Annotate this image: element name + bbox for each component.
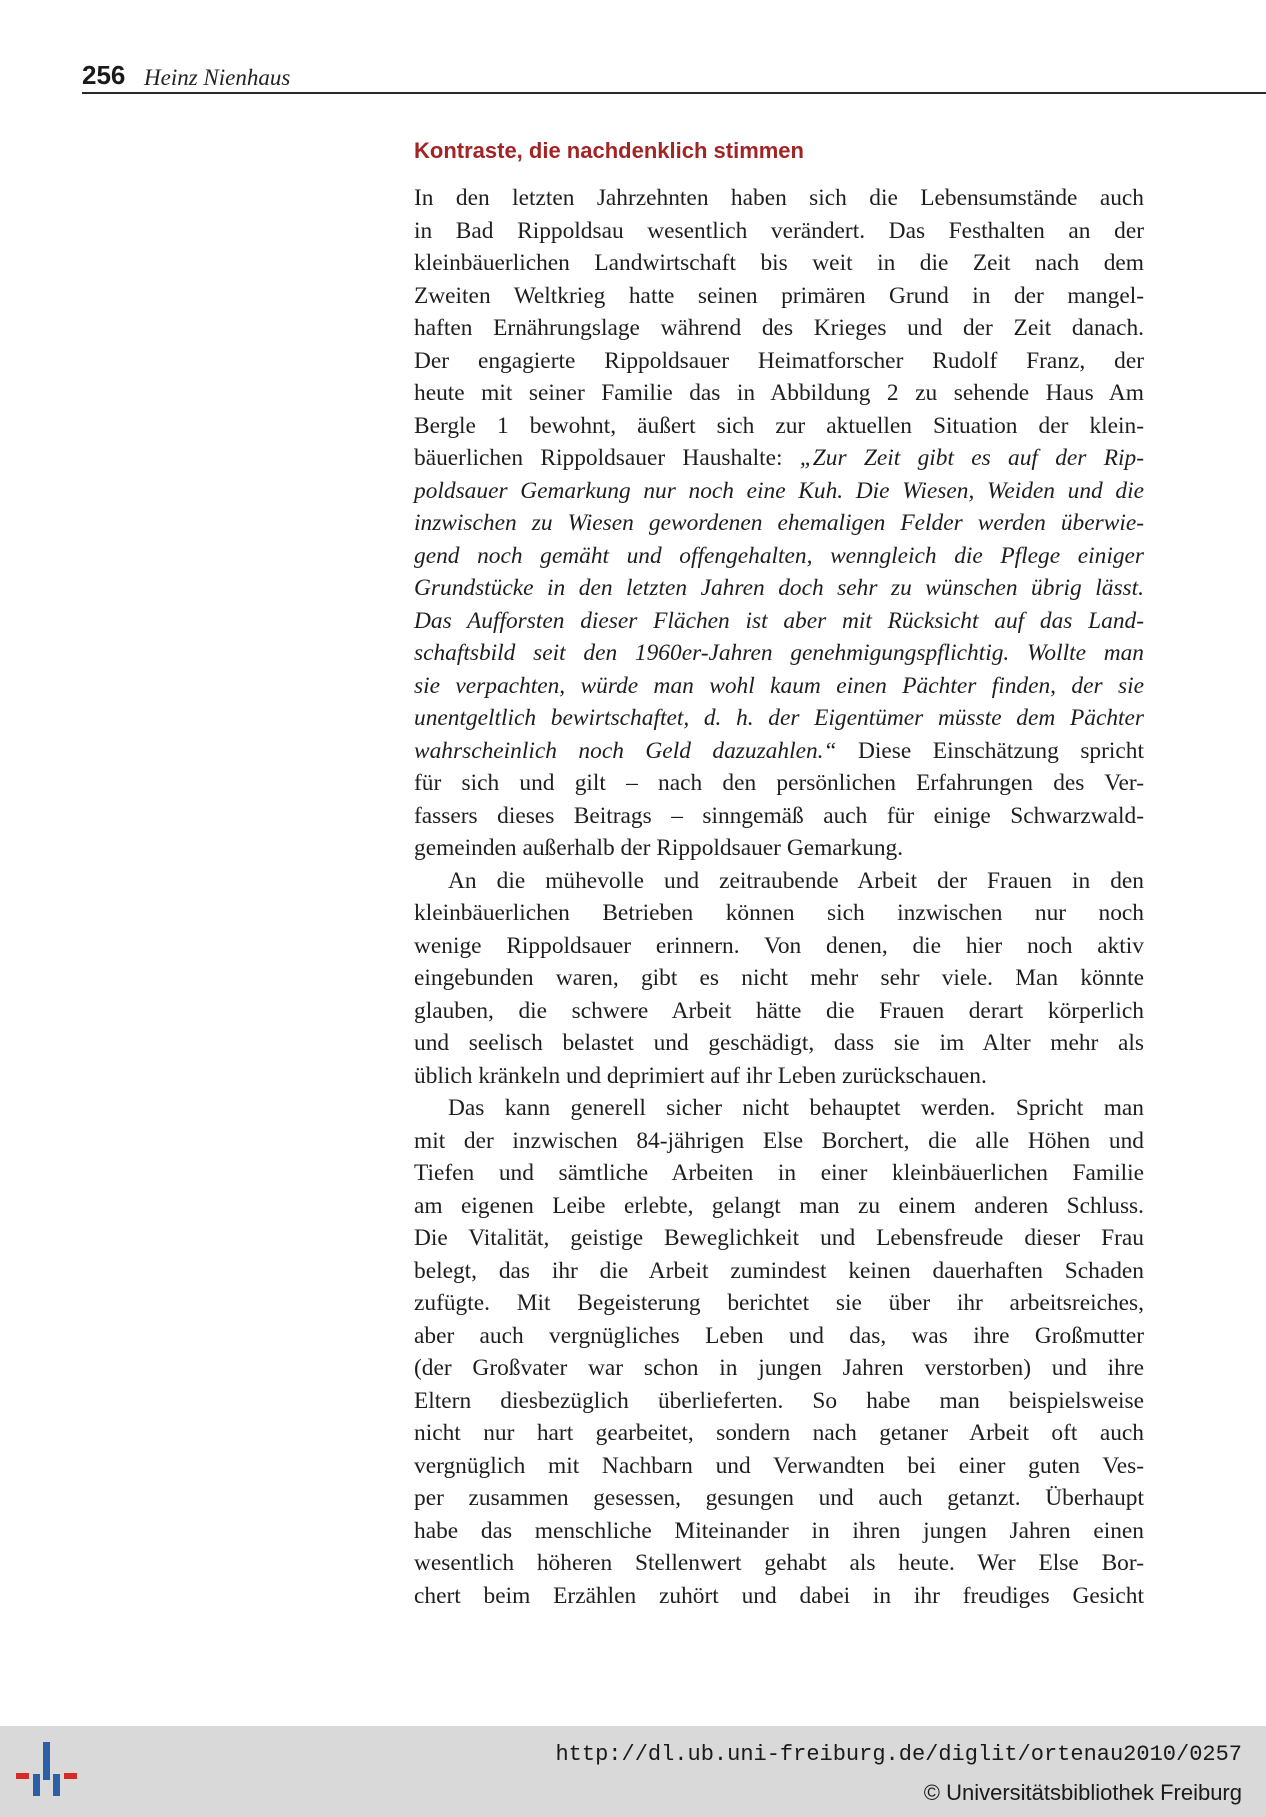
section-heading: Kontraste, die nachdenklich stimmen xyxy=(414,138,804,163)
text-segment: aber auch vergnügliches Leben und das, was ihre Großmutter xyxy=(414,1322,1144,1349)
text-segment: am eigenen Leibe erlebte, gelangt man zu einem anderen Schluss. xyxy=(414,1192,1144,1219)
text-line xyxy=(414,1580,1144,1613)
text-line xyxy=(414,1092,1144,1125)
text-line xyxy=(414,475,1144,508)
text-line xyxy=(414,1482,1144,1515)
text-segment: kleinbäuerlichen Landwirtschaft bis weit in die Zeit nach dem xyxy=(414,250,1144,276)
text-line xyxy=(414,1157,1144,1190)
text-line xyxy=(414,280,1144,313)
text-line xyxy=(414,507,1144,540)
text-segment: in Bad Rippoldsau wesentlich verändert. Das Festhalten an der xyxy=(414,217,1144,244)
running-head xyxy=(82,58,1266,94)
text-segment: haften Ernährungslage während des Krieges und der Zeit danach. xyxy=(414,315,1144,341)
text-line xyxy=(414,442,1144,475)
text-segment: mit der inzwischen 84-jährigen Else Borchert, die alle Höhen und xyxy=(414,1127,1144,1154)
running-head-author: Heinz Nienhaus xyxy=(144,65,291,90)
text-segment: glauben, die schwere Arbeit hätte die Frauen derart körperlich xyxy=(414,997,1144,1024)
text-line xyxy=(414,1125,1144,1158)
text-segment: wenige Rippoldsauer erinnern. Von denen, die hier noch aktiv xyxy=(414,932,1144,959)
text-segment: bäuerlichen Rippoldsauer Haushalte: xyxy=(414,445,800,471)
text-segment: chert beim Erzählen zuhört und dabei in ihr freudiges Gesicht xyxy=(414,1582,1144,1609)
text-line xyxy=(414,1417,1144,1450)
text-line xyxy=(414,637,1144,670)
text-segment: habe das menschliche Miteinander in ihren jungen Jahren einen xyxy=(414,1517,1144,1544)
text-segment: schaftsbild seit den 1960er-Jahren genehmigungspflichtig. Wollte man xyxy=(414,640,1144,666)
text-line xyxy=(414,540,1144,573)
text-segment: nicht nur hart gearbeitet, sondern nach getaner Arbeit oft auch xyxy=(414,1420,1144,1446)
text-segment: poldsauer Gemarkung nur noch eine Kuh. Die Wiesen, Weiden und die xyxy=(414,477,1144,504)
text-line xyxy=(414,215,1144,248)
text-segment: Das kann generell sicher nicht behauptet werden. Spricht man xyxy=(448,1095,1144,1121)
quote-segment: „Zur Zeit gibt es auf der Rip- xyxy=(799,445,1144,471)
text-segment: per zusammen gesessen, gesungen und auch getanzt. Überhaupt xyxy=(414,1485,1144,1511)
footer-copyright: © Universitätsbibliothek Freiburg xyxy=(923,1780,1242,1805)
text-segment: üblich kränkeln und deprimiert auf ihr Leben zurückschauen. xyxy=(414,1062,987,1089)
page-number: 256 xyxy=(82,60,126,90)
text-line xyxy=(414,1385,1144,1418)
text-line xyxy=(414,702,1144,735)
text-line xyxy=(414,1287,1144,1320)
text-segment: Tiefen und sämtliche Arbeiten in einer kleinbäuerlichen Familie xyxy=(414,1160,1144,1186)
text-line xyxy=(414,572,1144,605)
text-segment: kleinbäuerlichen Betrieben können sich inzwischen nur noch xyxy=(414,900,1144,926)
text-segment: wesentlich höheren Stellenwert gehabt als heute. Wer Else Bor- xyxy=(414,1550,1144,1576)
text-segment: (der Großvater war schon in jungen Jahren verstorben) und ihre xyxy=(414,1355,1144,1381)
text-line xyxy=(414,962,1144,995)
text-line xyxy=(414,1450,1144,1483)
text-segment: Bergle 1 bewohnt, äußert sich zur aktuellen Situation der klein- xyxy=(414,412,1144,439)
text-line xyxy=(414,1060,1144,1093)
text-segment: gemeinden außerhalb der Rippoldsauer Gemarkung. xyxy=(414,835,904,861)
text-line xyxy=(414,1547,1144,1580)
text-segment: Eltern diesbezüglich überlieferten. So habe man beispielsweise xyxy=(414,1387,1144,1414)
text-segment: belegt, das ihr die Arbeit zumindest keinen dauerhaften Schaden xyxy=(414,1257,1144,1284)
text-segment: gend noch gemäht und offengehalten, wenngleich die Pflege einiger xyxy=(414,542,1144,569)
text-line xyxy=(414,377,1144,410)
text-line xyxy=(414,767,1144,800)
text-segment: und seelisch belastet und geschädigt, dass sie im Alter mehr als xyxy=(414,1030,1144,1056)
text-line xyxy=(414,865,1144,898)
text-line xyxy=(414,670,1144,703)
text-line xyxy=(414,312,1144,345)
text-segment: unentgeltlich bewirtschaftet, d. h. der Eigentümer müsste dem Pächter xyxy=(414,705,1144,731)
text-line xyxy=(414,182,1144,215)
text-line xyxy=(414,1222,1144,1255)
text-segment: Grundstücke in den letzten Jahren doch sehr zu wünschen übrig lässt. xyxy=(414,575,1144,601)
text-line xyxy=(414,605,1144,638)
text-line xyxy=(414,1320,1144,1353)
text-line xyxy=(414,1515,1144,1548)
text-segment: An die mühevolle und zeitraubende Arbeit der Frauen in den xyxy=(448,867,1144,894)
text-line xyxy=(414,410,1144,443)
text-segment: für sich und gilt – nach den persönlichen Erfahrungen des Ver- xyxy=(414,770,1144,796)
text-line xyxy=(414,897,1144,930)
text-line xyxy=(414,247,1144,280)
text-segment: Diese Einschätzung spricht xyxy=(836,737,1144,764)
text-segment: Das Aufforsten dieser Flächen ist aber mit Rücksicht auf das Land- xyxy=(414,607,1144,634)
text-segment: zufügte. Mit Begeisterung berichtet sie über ihr arbeitsreiches, xyxy=(414,1290,1144,1316)
text-segment: eingebunden waren, gibt es nicht mehr sehr viele. Man könnte xyxy=(414,965,1144,991)
text-segment: fassers dieses Beitrags – sinngemäß auch für einige Schwarzwald- xyxy=(414,802,1144,829)
text-segment: Die Vitalität, geistige Beweglichkeit und Lebensfreude dieser Frau xyxy=(414,1225,1144,1251)
text-segment: Zweiten Weltkrieg hatte seinen primären Grund in der mangel- xyxy=(414,282,1144,309)
text-line xyxy=(414,735,1144,768)
text-line xyxy=(414,1190,1144,1223)
quote-segment: wahrscheinlich noch Geld dazuzahlen.“ xyxy=(414,737,837,764)
text-line xyxy=(414,345,1144,378)
text-line xyxy=(414,1352,1144,1385)
footer-bar xyxy=(0,1726,1266,1817)
text-segment: inzwischen zu Wiesen gewordenen ehemaligen Felder werden überwie- xyxy=(414,510,1144,536)
footer-url-link[interactable]: http://dl.ub.uni-freiburg.de/diglit/ortenau2010/0257 xyxy=(555,1742,1242,1767)
text-segment: Der engagierte Rippoldsauer Heimatforscher Rudolf Franz, der xyxy=(414,347,1144,374)
text-segment: vergnüglich mit Nachbarn und Verwandten bei einer guten Ves- xyxy=(414,1452,1144,1479)
text-line xyxy=(414,832,1144,865)
text-segment: sie verpachten, würde man wohl kaum einen Pächter finden, der sie xyxy=(414,672,1144,699)
text-segment: heute mit seiner Familie das in Abbildung 2 zu sehende Haus Am xyxy=(414,380,1144,406)
text-line xyxy=(414,1255,1144,1288)
text-segment: In den letzten Jahrzehnten haben sich die Lebensumstände auch xyxy=(414,185,1144,211)
text-line xyxy=(414,1027,1144,1060)
body-text xyxy=(414,182,1144,1612)
text-line xyxy=(414,930,1144,963)
text-line xyxy=(414,995,1144,1028)
text-line xyxy=(414,800,1144,833)
ub-freiburg-logo-icon xyxy=(14,1740,80,1806)
